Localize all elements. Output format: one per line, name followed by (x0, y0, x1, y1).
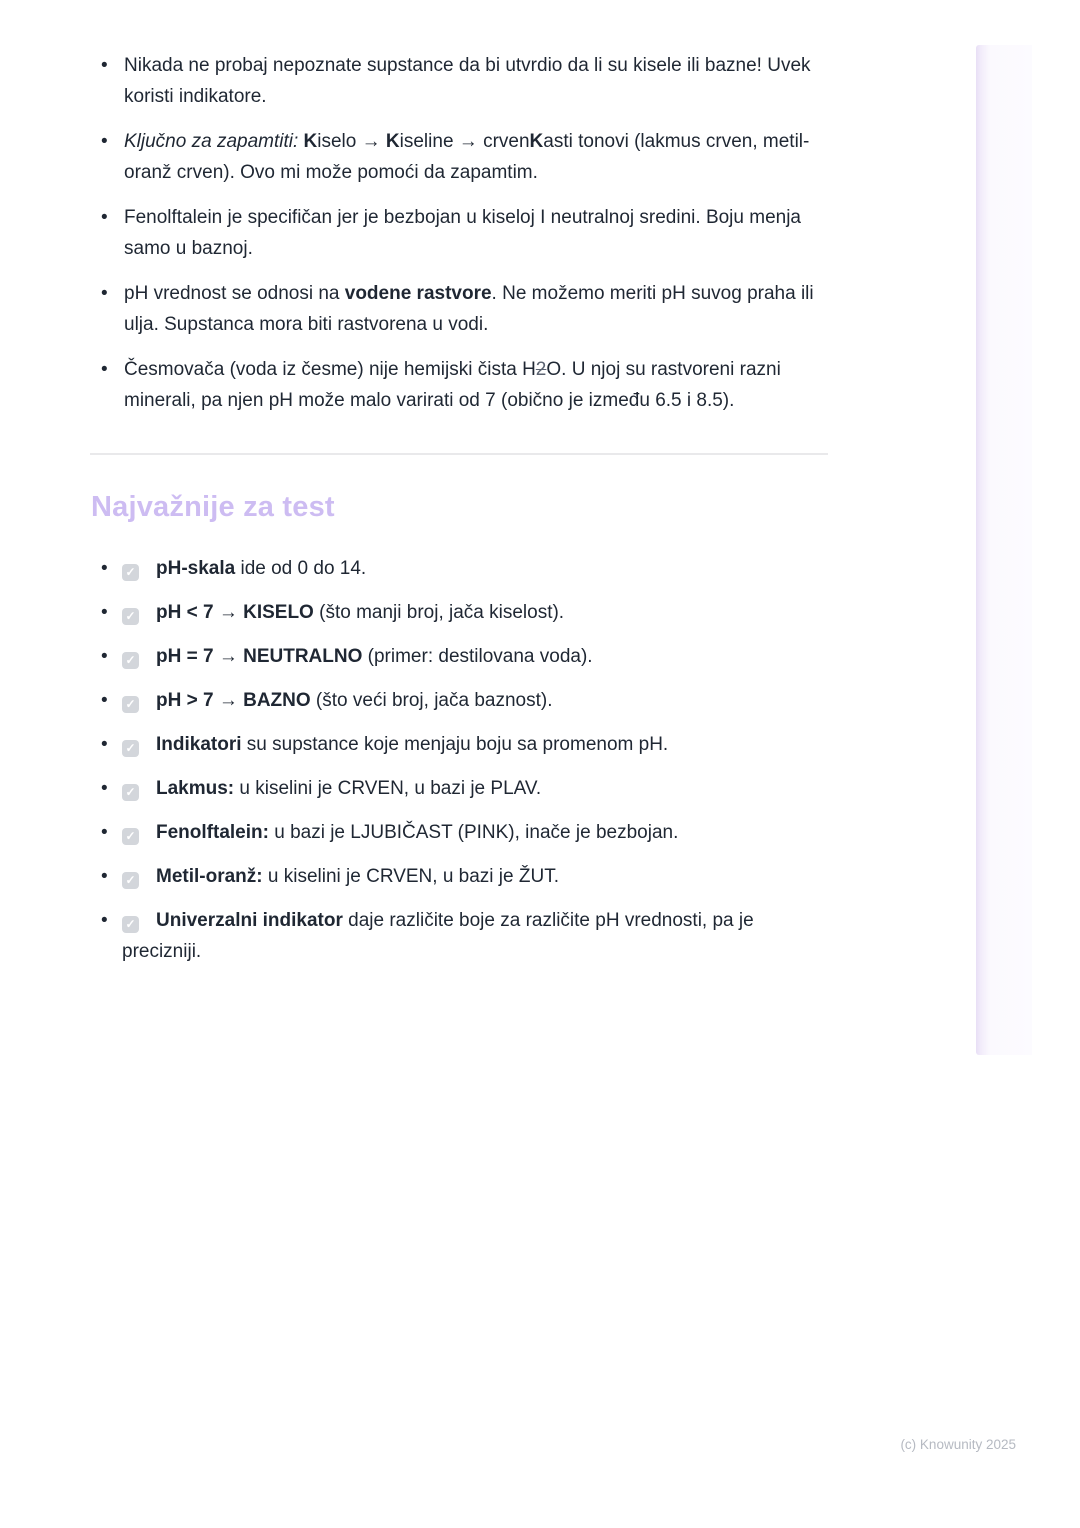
checkmark-icon: ✓ (125, 697, 136, 711)
text-segment: daje različite boje za različite pH vrednosti, pa je precizniji. (122, 910, 754, 962)
checkbox-checked[interactable] (122, 696, 139, 713)
checklist-text (156, 734, 668, 755)
text-segment: Fenolftalein: (156, 822, 269, 843)
checklist-item (90, 553, 830, 584)
text-segment: Česmovača (voda iz česme) nije hemijski čista H (124, 359, 536, 380)
checkmark-icon: ✓ (125, 917, 136, 931)
text-segment: pH-skala (156, 558, 236, 579)
section-title: Najvažnije za test (91, 491, 335, 523)
page-edge-decoration (976, 45, 1032, 1055)
bullet-text (124, 283, 814, 335)
bullet-item (90, 126, 830, 188)
text-segment: ide od 0 do 14. (235, 558, 367, 579)
bullet-text (124, 359, 781, 411)
text-segment: pH < 7 → KISELO (156, 602, 314, 623)
section-divider (90, 453, 828, 455)
checklist-item (90, 773, 830, 804)
checkmark-icon: ✓ (125, 653, 136, 667)
checklist-item (90, 817, 830, 848)
text-segment: u kiselini je CRVEN, u bazi je PLAV. (234, 778, 542, 799)
bullet-item (90, 278, 830, 340)
footer-copyright: (c) Knowunity 2025 (900, 1437, 1016, 1452)
checklist-item (90, 861, 830, 892)
checkbox-checked[interactable] (122, 608, 139, 625)
checklist (90, 553, 830, 967)
text-segment: Ključno za zapamtiti: (124, 131, 299, 152)
text-segment: Lakmus: (156, 778, 235, 799)
checkbox-checked[interactable] (122, 564, 139, 581)
checklist-text (156, 602, 564, 623)
bullet-dot: • (101, 55, 108, 76)
checkbox-checked[interactable] (122, 784, 139, 801)
text-segment: pH = 7 → NEUTRALNO (156, 646, 363, 667)
checkmark-icon: ✓ (125, 829, 136, 843)
checkbox-checked[interactable] (122, 652, 139, 669)
checklist-item (90, 641, 830, 672)
checklist-text (156, 822, 678, 843)
bullet-dot: • (101, 822, 108, 843)
checklist-text (156, 558, 366, 579)
checklist-text (156, 866, 559, 887)
text-segment: vodene rastvore (344, 283, 492, 304)
bullet-dot: • (101, 359, 108, 380)
checklist-text (156, 646, 593, 667)
text-segment: asti tonovi (lakmus crven, metil-oranž crven). Ovo mi može pomoći da zapamtim. (124, 131, 810, 183)
bullet-item (90, 50, 830, 112)
checkmark-icon: ✓ (125, 565, 136, 579)
checkmark-icon: ✓ (125, 609, 136, 623)
checklist-item (90, 685, 830, 716)
checkmark-icon: ✓ (125, 873, 136, 887)
text-segment: iseline → crven (399, 131, 530, 152)
checklist-item (90, 905, 830, 967)
bullet-dot: • (101, 646, 108, 667)
text-segment: Fenolftalein je specifičan jer je bezbojan u kiseloj I neutralnoj sredini. Boju menja samo u baznoj. (124, 207, 801, 259)
text-segment: pH > 7 → BAZNO (156, 690, 311, 711)
text-segment: K (385, 131, 400, 152)
checkbox-checked[interactable] (122, 916, 139, 933)
bullet-dot: • (101, 207, 108, 228)
bullet-dot: • (101, 778, 108, 799)
text-segment: K (529, 131, 544, 152)
checklist-text (122, 910, 754, 962)
text-segment: Nikada ne probaj nepoznate supstance da bi utvrdio da li su kisele ili bazne! Uvek koristi indikatore. (124, 55, 811, 107)
text-segment: (što manji broj, jača kiselost). (313, 602, 565, 623)
checkmark-icon: ✓ (125, 785, 136, 799)
bullet-text (124, 131, 809, 183)
text-segment: iselo → (317, 131, 386, 152)
bullet-item (90, 354, 830, 416)
bullet-text (124, 207, 801, 259)
bullet-dot: • (101, 602, 108, 623)
bullet-dot: • (101, 690, 108, 711)
text-segment: Indikatori (156, 734, 242, 755)
text-segment: (što veći broj, jača baznost). (310, 690, 553, 711)
text-segment: u kiselini je CRVEN, u bazi je ŽUT. (262, 866, 559, 887)
checkmark-icon: ✓ (125, 741, 136, 755)
text-segment: Metil-oranž: (156, 866, 263, 887)
checkbox-checked[interactable] (122, 828, 139, 845)
text-segment: (primer: destilovana voda). (362, 646, 593, 667)
text-segment: su supstance koje menjaju boju sa promenom pH. (241, 734, 669, 755)
note-content (90, 50, 830, 980)
checkbox-checked[interactable] (122, 872, 139, 889)
checklist-text (156, 778, 541, 799)
bullet-dot: • (101, 283, 108, 304)
text-segment: 2 (535, 359, 547, 380)
checklist-text (156, 690, 552, 711)
bullet-dot: • (101, 734, 108, 755)
text-segment: O. U njoj su rastvoreni razni minerali, pa njen pH može malo varirati od 7 (obično je između 6.5 i 8.5). (124, 359, 781, 411)
text-segment: u bazi je LJUBIČAST (PINK), inače je bezbojan. (268, 822, 679, 843)
text-segment: pH vrednost se odnosi na (124, 283, 345, 304)
bullet-dot: • (101, 866, 108, 887)
text-segment: . Ne možemo meriti pH suvog praha ili ulja. Supstanca mora biti rastvorena u vodi. (124, 283, 814, 335)
text-segment: Univerzalni indikator (156, 910, 343, 931)
bullet-dot: • (101, 131, 108, 152)
bullet-item (90, 202, 830, 264)
bullet-text (124, 55, 811, 107)
intro-bullet-list (90, 50, 830, 416)
bullet-dot: • (101, 910, 108, 931)
checklist-item (90, 597, 830, 628)
text-segment: K (303, 131, 318, 152)
checkbox-checked[interactable] (122, 740, 139, 757)
bullet-dot: • (101, 558, 108, 579)
checklist-item (90, 729, 830, 760)
